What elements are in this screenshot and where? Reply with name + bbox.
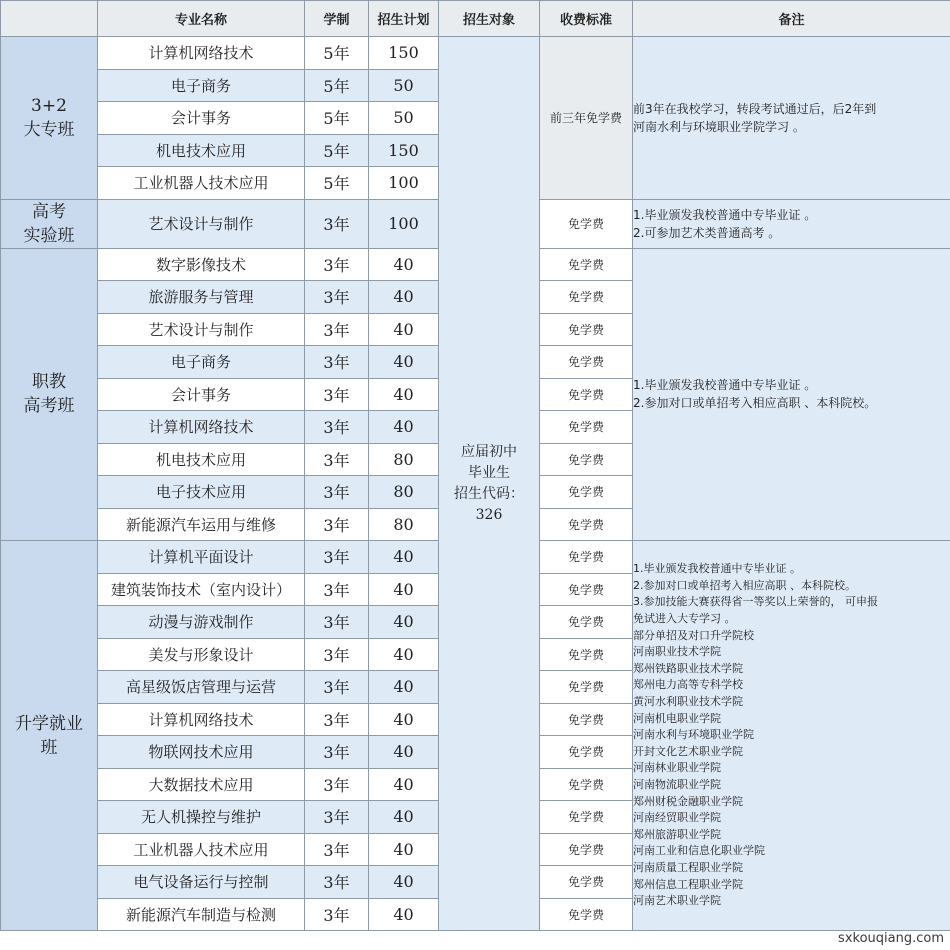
header-category (1, 1, 98, 37)
category-label: 高考班 (23, 396, 75, 417)
major-cell: 会计事务 (98, 378, 305, 411)
note-line: 1.毕业颁发我校普通中专毕业证 。 (633, 207, 817, 222)
note-line: 3.参加技能大赛获得省一等奖以上荣誉的， 可申报 (633, 595, 878, 609)
major-cell: 会计事务 (98, 102, 305, 135)
years-cell: 3年 (305, 573, 369, 606)
major-cell: 电子商务 (98, 346, 305, 379)
years-cell: 5年 (305, 134, 369, 167)
plan-cell: 40 (369, 606, 439, 639)
major-cell: 计算机平面设计 (98, 541, 305, 574)
fee-cell: 免学费 (540, 378, 633, 411)
years-cell: 3年 (305, 768, 369, 801)
note-line: 郑州旅游职业学院 (633, 827, 721, 841)
note-line: 河南林业职业学院 (633, 761, 721, 775)
notes-cell (633, 37, 950, 200)
table-body (1, 37, 950, 931)
category-label: 班 (40, 737, 58, 758)
notes-cell (633, 248, 950, 541)
years-cell: 3年 (305, 313, 369, 346)
category-label: 职教 (32, 372, 66, 393)
fee-cell: 前三年免学费 (540, 37, 633, 200)
years-cell: 3年 (305, 443, 369, 476)
years-cell: 3年 (305, 801, 369, 834)
major-cell: 计算机网络技术 (98, 703, 305, 736)
fee-cell: 免学费 (540, 768, 633, 801)
plan-cell: 150 (369, 37, 439, 70)
fee-cell: 免学费 (540, 476, 633, 509)
plan-cell: 80 (369, 508, 439, 541)
category-label: 实验班 (23, 225, 75, 246)
note-line: 河南艺术职业学院 (633, 894, 721, 908)
major-cell: 电子商务 (98, 69, 305, 102)
major-cell: 动漫与游戏制作 (98, 606, 305, 639)
note-line: 2.参加对口或单招考入相应高职 、本科院校。 (633, 396, 877, 411)
plan-cell: 40 (369, 573, 439, 606)
major-cell: 新能源汽车运用与维修 (98, 508, 305, 541)
fee-cell: 免学费 (540, 606, 633, 639)
major-cell: 电子技术应用 (98, 476, 305, 509)
years-cell: 5年 (305, 102, 369, 135)
years-cell: 3年 (305, 606, 369, 639)
header-major: 专业名称 (98, 1, 305, 37)
years-cell: 3年 (305, 281, 369, 314)
major-cell: 计算机网络技术 (98, 411, 305, 444)
years-cell: 3年 (305, 346, 369, 379)
major-cell: 新能源汽车制造与检测 (98, 898, 305, 931)
major-cell: 高星级饭店管理与运营 (98, 671, 305, 704)
plan-cell: 40 (369, 378, 439, 411)
fee-cell: 免学费 (540, 638, 633, 671)
category-label: 升学就业 (15, 713, 83, 734)
plan-cell: 40 (369, 703, 439, 736)
note-line: 河南机电职业学院 (633, 711, 721, 725)
plan-cell: 40 (369, 638, 439, 671)
major-cell: 旅游服务与管理 (98, 281, 305, 314)
fee-cell: 免学费 (540, 801, 633, 834)
plan-cell: 50 (369, 69, 439, 102)
major-cell: 艺术设计与制作 (98, 313, 305, 346)
plan-cell: 40 (369, 866, 439, 899)
header-row (1, 1, 950, 37)
major-cell: 电气设备运行与控制 (98, 866, 305, 899)
target-line: 应届初中 (461, 443, 517, 460)
years-cell: 3年 (305, 411, 369, 444)
note-line: 郑州电力高等专科学校 (633, 678, 743, 692)
years-cell: 3年 (305, 508, 369, 541)
note-line: 郑州财税金融职业学院 (633, 794, 743, 808)
fee-cell: 免学费 (540, 313, 633, 346)
major-cell: 工业机器人技术应用 (98, 167, 305, 200)
plan-cell: 80 (369, 443, 439, 476)
major-cell: 工业机器人技术应用 (98, 833, 305, 866)
plan-cell: 50 (369, 102, 439, 135)
years-cell: 3年 (305, 898, 369, 931)
major-cell: 数字影像技术 (98, 248, 305, 281)
major-cell: 机电技术应用 (98, 443, 305, 476)
major-cell: 计算机网络技术 (98, 37, 305, 70)
fee-cell: 免学费 (540, 898, 633, 931)
note-line: 河南经贸职业学院 (633, 811, 721, 825)
note-line: 部分单招及对口升学院校 (633, 628, 754, 642)
note-line: 河南职业技术学院 (633, 645, 721, 659)
target-line: 毕业生 (468, 464, 510, 481)
fee-cell: 免学费 (540, 199, 633, 248)
fee-cell: 免学费 (540, 508, 633, 541)
plan-cell: 100 (369, 167, 439, 200)
plan-cell: 40 (369, 801, 439, 834)
category-cell (1, 199, 98, 248)
years-cell: 3年 (305, 703, 369, 736)
major-cell: 艺术设计与制作 (98, 199, 305, 248)
header-target: 招生对象 (439, 1, 540, 37)
target-line: 326 (475, 506, 503, 523)
fee-cell: 免学费 (540, 866, 633, 899)
years-cell: 5年 (305, 37, 369, 70)
fee-cell: 免学费 (540, 346, 633, 379)
years-cell: 3年 (305, 638, 369, 671)
fee-cell: 免学费 (540, 443, 633, 476)
fee-cell: 免学费 (540, 573, 633, 606)
years-cell: 3年 (305, 248, 369, 281)
years-cell: 3年 (305, 378, 369, 411)
note-line: 郑州信息工程职业学院 (633, 877, 743, 891)
years-cell: 3年 (305, 833, 369, 866)
note-line: 2.可参加艺术类普通高考 。 (633, 225, 781, 240)
plan-cell: 40 (369, 736, 439, 769)
watermark: sxkouqiang.com (838, 931, 944, 946)
header-plan: 招生计划 (369, 1, 439, 37)
note-line: 河南物流职业学院 (633, 777, 721, 791)
major-cell: 美发与形象设计 (98, 638, 305, 671)
note-line: 1.毕业颁发我校普通中专毕业证 。 (633, 378, 817, 393)
plan-cell: 40 (369, 898, 439, 931)
plan-cell: 40 (369, 313, 439, 346)
note-line: 1.毕业颁发我校普通中专毕业证 。 (633, 562, 801, 576)
notes-cell (633, 199, 950, 248)
note-line: 河南水利与环境职业学院 (633, 728, 754, 742)
fee-cell: 免学费 (540, 833, 633, 866)
years-cell: 3年 (305, 199, 369, 248)
plan-cell: 40 (369, 248, 439, 281)
category-label: 3+2 (31, 95, 67, 116)
note-line: 开封文化艺术职业学院 (633, 744, 743, 758)
category-cell (1, 541, 98, 931)
years-cell: 3年 (305, 541, 369, 574)
plan-cell: 100 (369, 199, 439, 248)
years-cell: 3年 (305, 736, 369, 769)
note-line: 黄河水利职业技术学院 (633, 695, 743, 709)
plan-cell: 40 (369, 768, 439, 801)
plan-cell: 40 (369, 671, 439, 704)
target-line: 招生代码： (454, 485, 524, 502)
fee-cell: 免学费 (540, 248, 633, 281)
fee-cell: 免学费 (540, 411, 633, 444)
note-line: 河南质量工程职业学院 (633, 860, 743, 874)
fee-cell: 免学费 (540, 281, 633, 314)
years-cell: 3年 (305, 671, 369, 704)
plan-cell: 80 (369, 476, 439, 509)
note-line: 郑州铁路职业技术学院 (633, 661, 743, 675)
note-line: 河南水利与环境职业学院学习 。 (633, 119, 805, 134)
header-years: 学制 (305, 1, 369, 37)
years-cell: 3年 (305, 866, 369, 899)
header-notes: 备注 (633, 1, 950, 37)
years-cell: 3年 (305, 476, 369, 509)
plan-cell: 150 (369, 134, 439, 167)
note-line: 免试进入大专学习 。 (633, 612, 736, 626)
plan-cell: 40 (369, 541, 439, 574)
fee-cell: 免学费 (540, 736, 633, 769)
major-cell: 无人机操控与维护 (98, 801, 305, 834)
fee-cell: 免学费 (540, 671, 633, 704)
header-fee: 收费标准 (540, 1, 633, 37)
table-row (1, 37, 950, 70)
major-cell: 物联网技术应用 (98, 736, 305, 769)
major-cell: 建筑装饰技术（室内设计） (98, 573, 305, 606)
note-line: 前3年在我校学习，转段考试通过后，后2年到 (633, 101, 877, 116)
plan-cell: 40 (369, 346, 439, 379)
plan-cell: 40 (369, 411, 439, 444)
fee-cell: 免学费 (540, 541, 633, 574)
note-line: 河南工业和信息化职业学院 (633, 844, 765, 858)
notes-cell (633, 541, 950, 931)
fee-cell: 免学费 (540, 703, 633, 736)
years-cell: 5年 (305, 69, 369, 102)
major-cell: 机电技术应用 (98, 134, 305, 167)
category-cell (1, 37, 98, 200)
target-cell (439, 37, 540, 931)
category-label: 大专班 (23, 119, 75, 140)
plan-cell: 40 (369, 833, 439, 866)
major-cell: 大数据技术应用 (98, 768, 305, 801)
years-cell: 5年 (305, 167, 369, 200)
category-label: 高考 (32, 201, 66, 222)
note-line: 2.参加对口或单招考入相应高职 、本科院校。 (633, 578, 856, 592)
category-cell (1, 248, 98, 541)
plan-cell: 40 (369, 281, 439, 314)
